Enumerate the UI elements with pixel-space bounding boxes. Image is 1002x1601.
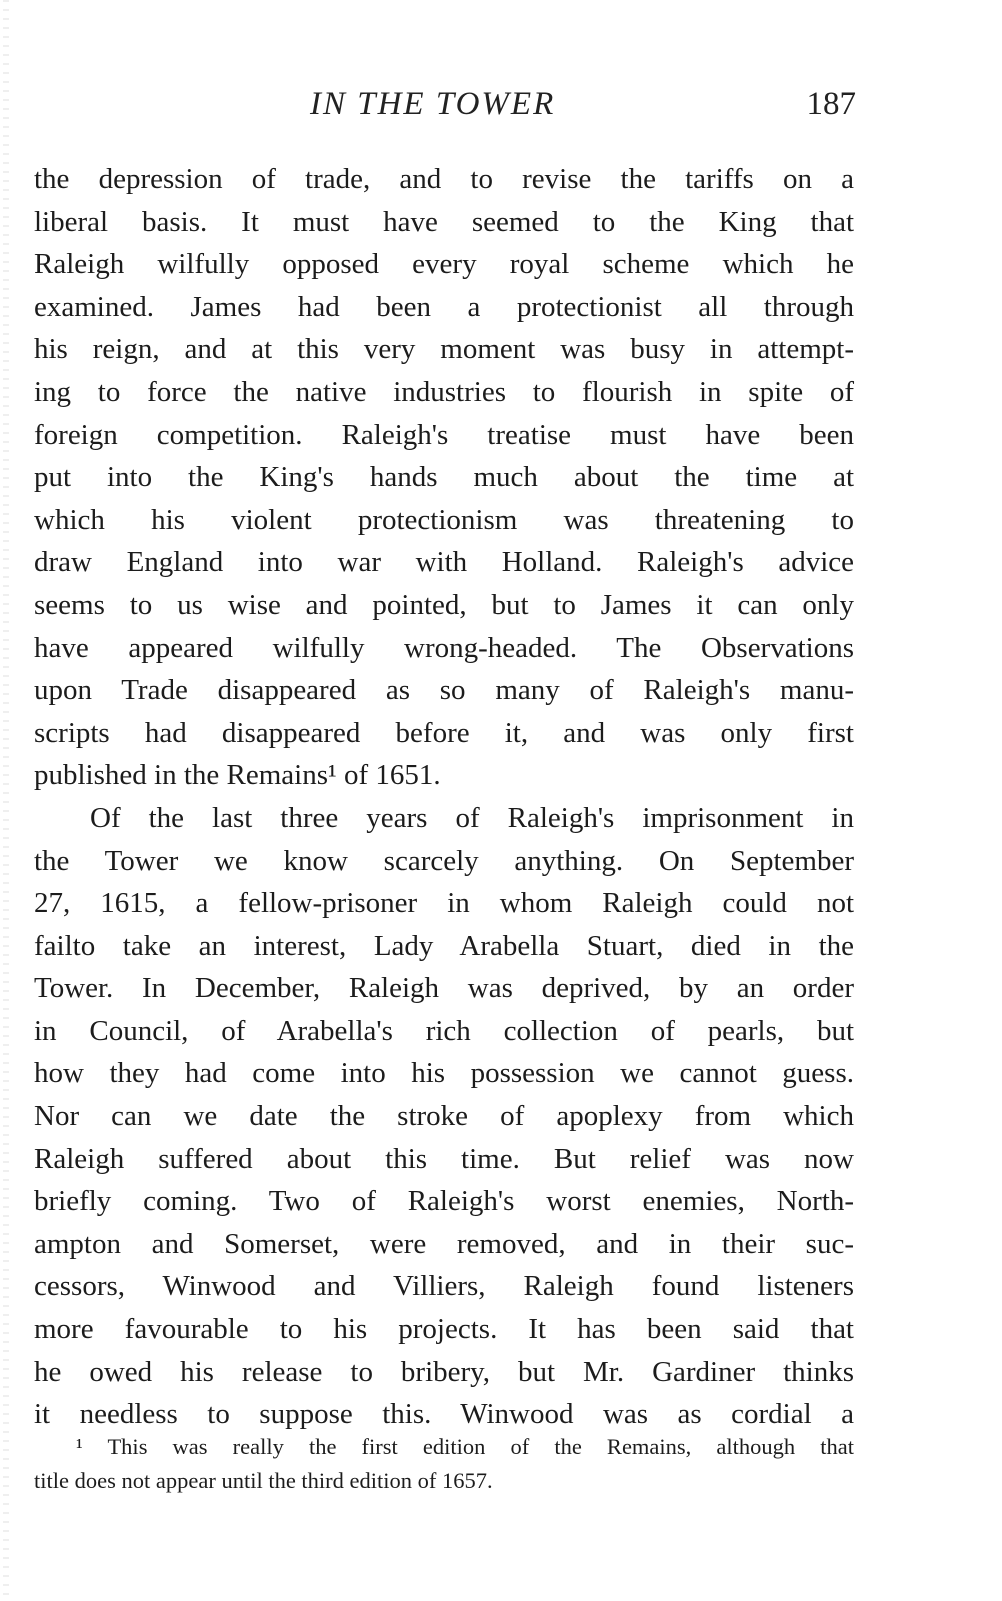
text-line: failto take an interest, Lady Arabella Stuart, died in the — [34, 929, 854, 962]
text-line: Tower. In December, Raleigh was deprived, by an order — [34, 972, 854, 1005]
text-line: the Tower we know scarcely anything. On September — [34, 844, 854, 877]
text-line: his reign, and at this very moment was busy in attempt- — [34, 333, 854, 366]
text-line: 27, 1615, a fellow-prisoner in whom Raleigh could not — [34, 887, 854, 920]
text-line: more favourable to his projects. It has been said that — [34, 1313, 854, 1346]
text-line: cessors, Winwood and Villiers, Raleigh found listeners — [34, 1270, 854, 1303]
paragraph-start-line: Of the last three years of Raleigh's imprisonment in — [90, 801, 854, 834]
text-line: Raleigh wilfully opposed every royal scheme which he — [34, 248, 854, 281]
text-line: the depression of trade, and to revise the tariffs on a — [34, 163, 854, 195]
paragraph-end-line: published in the Remains¹ of 1651. — [34, 759, 441, 792]
body-text — [34, 158, 854, 1436]
text-line: it needless to suppose this. Winwood was as cordial a — [34, 1398, 854, 1431]
text-line: examined. James had been a protectionist all through — [34, 290, 854, 323]
text-line: seems to us wise and pointed, but to James it can only — [34, 588, 854, 621]
text-line: ing to force the native industries to flourish in spite of — [34, 375, 854, 408]
text-line: liberal basis. It must have seemed to the King that — [34, 205, 854, 238]
text-line: he owed his release to bribery, but Mr. Gardiner thinks — [34, 1355, 854, 1388]
text-line: briefly coming. Two of Raleigh's worst enemies, North- — [34, 1185, 854, 1218]
text-line: draw England into war with Holland. Raleigh's advice — [34, 546, 854, 579]
text-line: foreign competition. Raleigh's treatise must have been — [34, 418, 854, 451]
text-line: in Council, of Arabella's rich collection of pearls, but — [34, 1014, 854, 1047]
running-head: IN THE TOWER — [310, 86, 556, 122]
text-line: which his violent protectionism was threatening to — [34, 503, 854, 536]
text-line: scripts had disappeared before it, and was only first — [34, 716, 854, 749]
text-line: ampton and Somerset, were removed, and in their suc- — [34, 1227, 854, 1260]
page-edge-decoration — [3, 0, 9, 1601]
text-line: Nor can we date the stroke of apoplexy from which — [34, 1100, 854, 1133]
page-number: 187 — [806, 86, 856, 122]
footnote-line: ¹ This was really the first edition of the Remains, although that — [76, 1434, 854, 1459]
text-line: upon Trade disappeared as so many of Raleigh's manu- — [34, 674, 854, 707]
footnotes — [34, 1430, 854, 1498]
text-line: have appeared wilfully wrong-headed. The Observations — [34, 631, 854, 664]
text-line: how they had come into his possession we cannot guess. — [34, 1057, 854, 1090]
text-line: Raleigh suffered about this time. But relief was now — [34, 1142, 854, 1175]
page-header — [30, 84, 856, 128]
text-line: put into the King's hands much about the time at — [34, 461, 854, 494]
footnote-line: title does not appear until the third edition of 1657. — [34, 1468, 493, 1493]
